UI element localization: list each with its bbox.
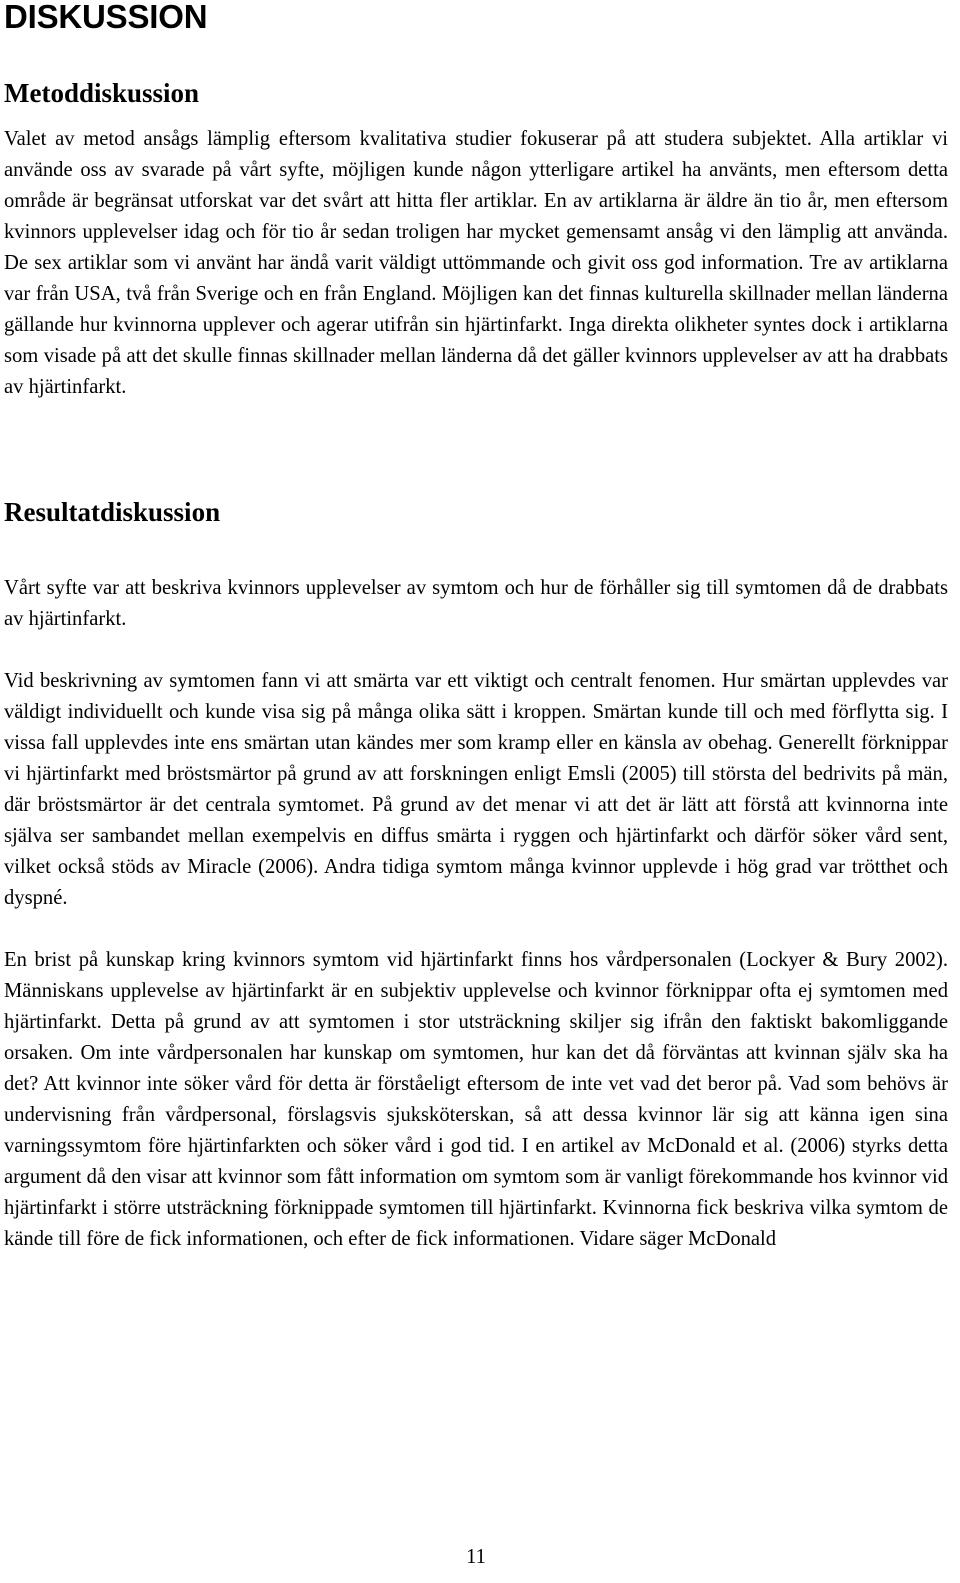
- chapter-title: DISKUSSION: [4, 0, 208, 35]
- paragraph-symtom: Vid beskrivning av symtomen fann vi att smärta var ett viktigt och centralt fenomen. Hur smärtan upplevdes var väldigt individuellt och kunde visa sig på många olika sätt i kroppen. Smärtan kunde till och med förflytta sig. I vissa fall upplevdes inte ens smärtan utan kändes mer som kramp eller en känsla av obehag. Generellt förknippar vi hjärtinfarkt med bröstsmärtor på grund av att forskningen enligt Emsli (2005) till största del bedrivits på män, där bröstsmärtor är det centrala symtomet. På grund av det menar vi att det är lätt att förstå att kvinnorna inte själva ser sambandet mellan exempelvis en diffus smärta i ryggen och hjärtinfarkt och därför söker vård sent, vilket också stöds av Miracle (2006). Andra tidiga symtom många kvinnor upplevde i hög grad var trötthet och dyspné.: [4, 670, 948, 909]
- paragraph-kunskap: En brist på kunskap kring kvinnors symtom vid hjärtinfarkt finns hos vårdpersonalen (Lockyer & Bury 2002). Människans upplevelse av hjärtinfarkt är en subjektiv upplevelse och kvinnor förknippar ofta ej symtomen med hjärtinfarkt. Detta på grund av att symtomen i stor utsträckning skiljer sig ifrån den faktiskt bakomliggande orsaken. Om inte vårdpersonalen har kunskap om symtomen, hur kan det då förväntas att kvinnan själv ska ha det? Att kvinnor inte söker vård för detta är förståeligt eftersom de inte vet vad det beror på. Vad som behövs är undervisning från vårdpersonal, förslagsvis sjuksköterskan, så att dessa kvinnor lär sig att känna igen sina varningssymtom före hjärtinfarkten och söker vård i god tid. I en artikel av McDonald et al. (2006) styrks detta argument då den visar att kvinnor som fått information om symtom som är vanligt förekommande hos kvinnor vid hjärtinfarkt i större utsträckning förknippade symtomen till hjärtinfarkt. Kvinnorna fick beskriva vilka symtom de kände till före de fick informationen, och efter de fick informationen. Vidare säger McDonald: [4, 949, 948, 1250]
- section-heading-resultatdiskussion: Resultatdiskussion: [4, 497, 221, 527]
- paragraph-syfte: Vårt syfte var att beskriva kvinnors upplevelser av symtom och hur de förhåller sig till symtomen då de drabbats av hjärtinfarkt.: [4, 577, 948, 630]
- paragraph-metoddiskussion: Valet av metod ansågs lämplig eftersom kvalitativa studier fokuserar på att studera subjektet. Alla artiklar vi använde oss av svarade på vårt syfte, möjligen kunde någon ytterligare artikel ha använts, men eftersom detta område är begränsat utforskat var det svårt att hitta fler artiklar. En av artiklarna är äldre än tio år, men eftersom kvinnors upplevelser idag och för tio år sedan troligen har mycket gemensamt ansåg vi den lämplig att använda. De sex artiklar som vi använt har ändå varit väldigt uttömmande och givit oss god information. Tre av artiklarna var från USA, två från Sverige och en från England. Möjligen kan det finnas kulturella skillnader mellan länderna gällande hur kvinnorna upplever och agerar utifrån sin hjärtinfarkt. Inga direkta olikheter syntes dock i artiklarna som visade på att det skulle finnas skillnader mellan länderna då det gäller kvinnors upplevelser av att ha drabbats av hjärtinfarkt.: [4, 128, 948, 398]
- document-page: [4, 0, 948, 1255]
- section-heading-metoddiskussion: Metoddiskussion: [4, 78, 200, 108]
- page-number: 11: [466, 1546, 486, 1568]
